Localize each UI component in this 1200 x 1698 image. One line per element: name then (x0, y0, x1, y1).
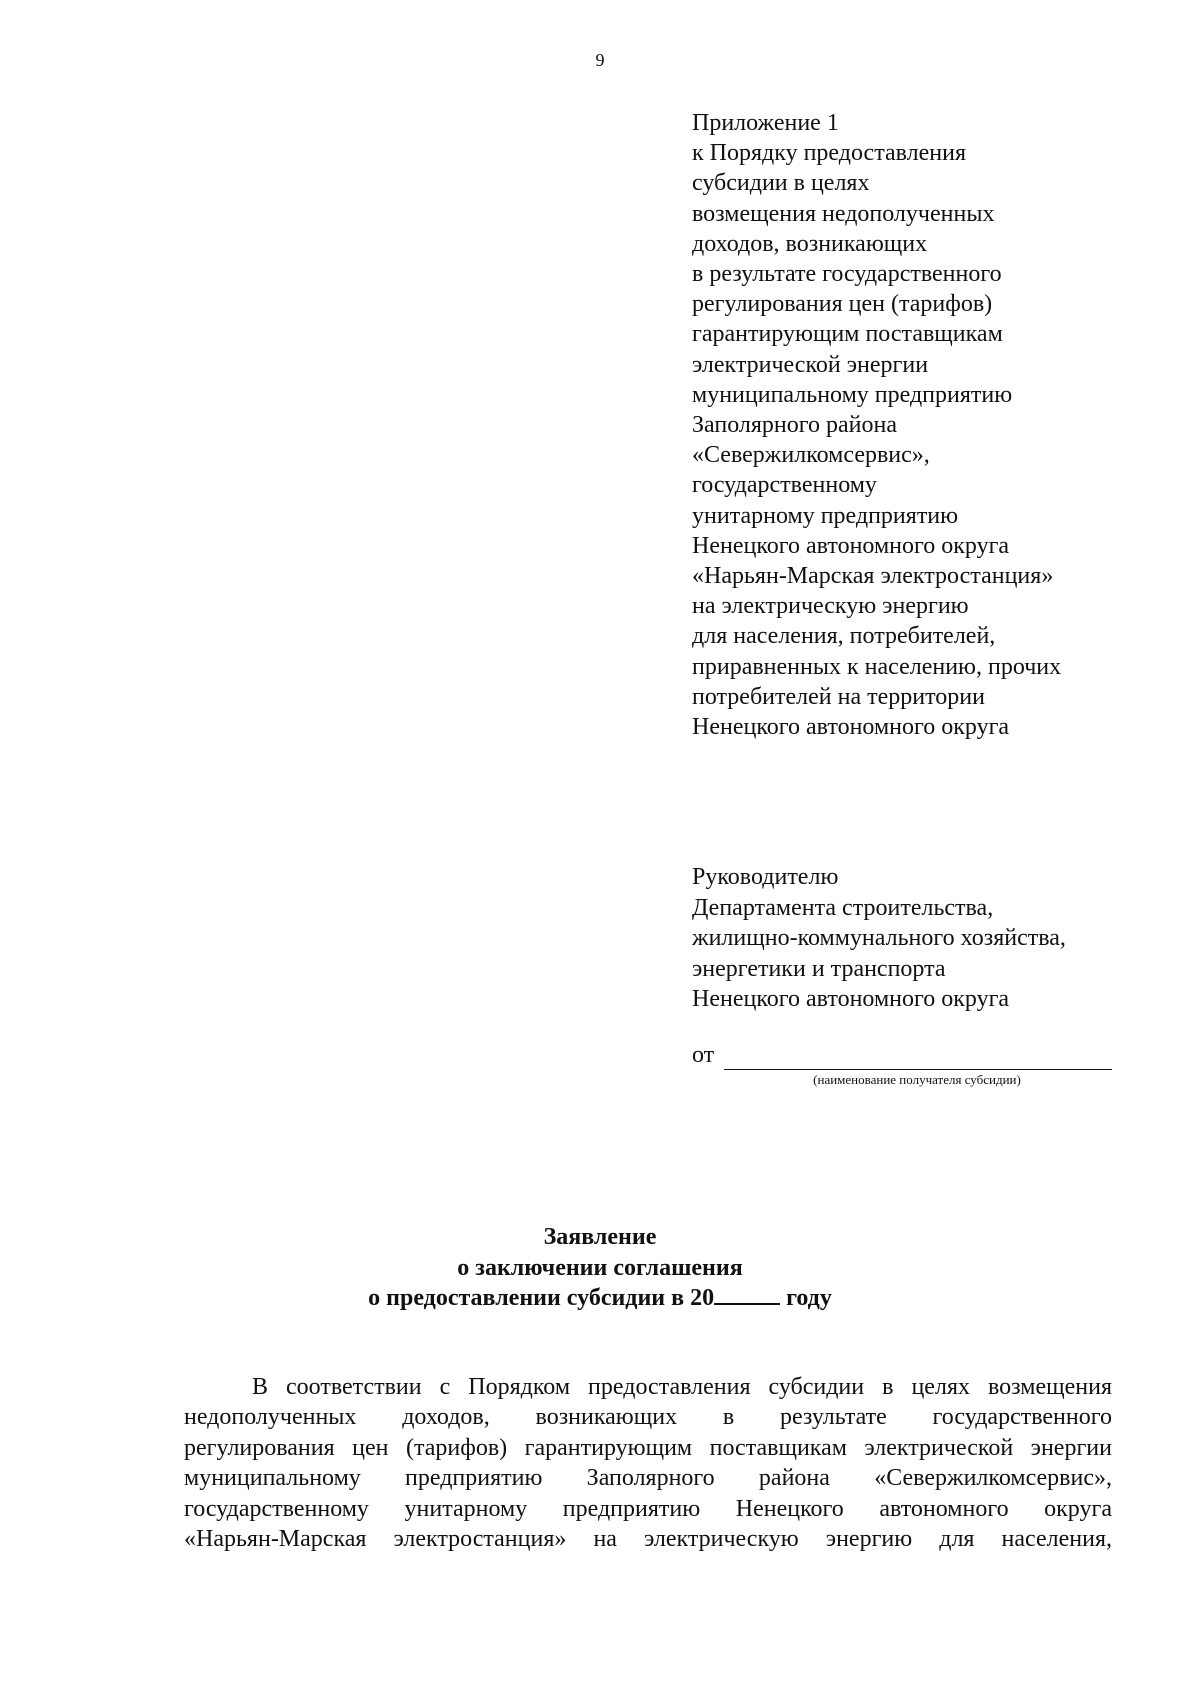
addressee-line: Руководителю (692, 864, 839, 890)
addressee-line: Департамента строительства, (692, 894, 994, 921)
body-line: В соответствии с Порядком предоставления субсидии в целях возмещения (252, 1374, 1112, 1400)
addressee-block (692, 862, 1172, 1015)
body-line: «Нарьян-Марская электростанция» на электрическую энергию для населения, (184, 1526, 1112, 1553)
appendix-line: Ненецкого автономного округа (692, 714, 1010, 741)
appendix-line: государственному (692, 472, 877, 499)
from-block (692, 1040, 1112, 1088)
title-line-3-suffix: году (786, 1285, 832, 1311)
appendix-line: субсидии в целях (692, 170, 870, 197)
from-label: от (692, 1042, 715, 1068)
appendix-line: Заполярного района (692, 412, 897, 439)
page-number: 9 (595, 50, 605, 70)
title-line-1: Заявление (543, 1224, 657, 1250)
addressee-line: Ненецкого автономного округа (692, 986, 1010, 1013)
body-line: государственному унитарному предприятию Ненецкого автономного округа (184, 1495, 1112, 1522)
appendix-header (692, 108, 1162, 742)
appendix-line: в результате государственного (692, 261, 1002, 288)
appendix-line: для населения, потребителей, (692, 623, 996, 650)
recipient-name-caption: (наименование получателя субсидии) (813, 1072, 1021, 1087)
appendix-line: доходов, возникающих (692, 230, 928, 257)
body-line: недополученных доходов, возникающих в результате государственного (184, 1404, 1112, 1431)
appendix-line: к Порядку предоставления (692, 140, 967, 167)
appendix-line: Ненецкого автономного округа (692, 532, 1010, 559)
appendix-line: гарантирующим поставщикам (692, 321, 1003, 348)
title-line-2: о заключении соглашения (457, 1254, 743, 1281)
year-blank-field[interactable] (714, 1283, 780, 1305)
appendix-line: унитарному предприятию (692, 502, 959, 529)
recipient-name-field[interactable] (724, 1047, 1112, 1070)
body-line: регулирования цен (тарифов) гарантирующим поставщикам электрической энергии (184, 1434, 1112, 1461)
appendix-line: муниципальному предприятию (692, 381, 1013, 408)
appendix-line: на электрическую энергию (692, 593, 969, 620)
body-paragraph (184, 1372, 1112, 1554)
appendix-line: «Нарьян-Марская электростанция» (692, 563, 1054, 590)
title-line-3 (0, 1283, 1200, 1314)
appendix-line: Приложение 1 (692, 110, 839, 136)
addressee-line: энергетики и транспорта (692, 955, 946, 982)
title-line-3-prefix: о предоставлении субсидии в 20 (368, 1285, 715, 1311)
appendix-line: регулирования цен (тарифов) (692, 291, 993, 318)
appendix-line: возмещения недополученных (692, 200, 995, 227)
appendix-line: приравненных к населению, прочих (692, 653, 1062, 680)
appendix-line: потребителей на территории (692, 683, 985, 710)
body-line: муниципальному предприятию Заполярного района «Севержилкомсервис», (184, 1465, 1112, 1492)
appendix-line: «Севержилкомсервис», (692, 442, 930, 469)
appendix-line: электрической энергии (692, 351, 929, 378)
from-row (692, 1040, 1112, 1070)
document-title (0, 1222, 1200, 1314)
addressee-line: жилищно-коммунального хозяйства, (692, 925, 1066, 952)
